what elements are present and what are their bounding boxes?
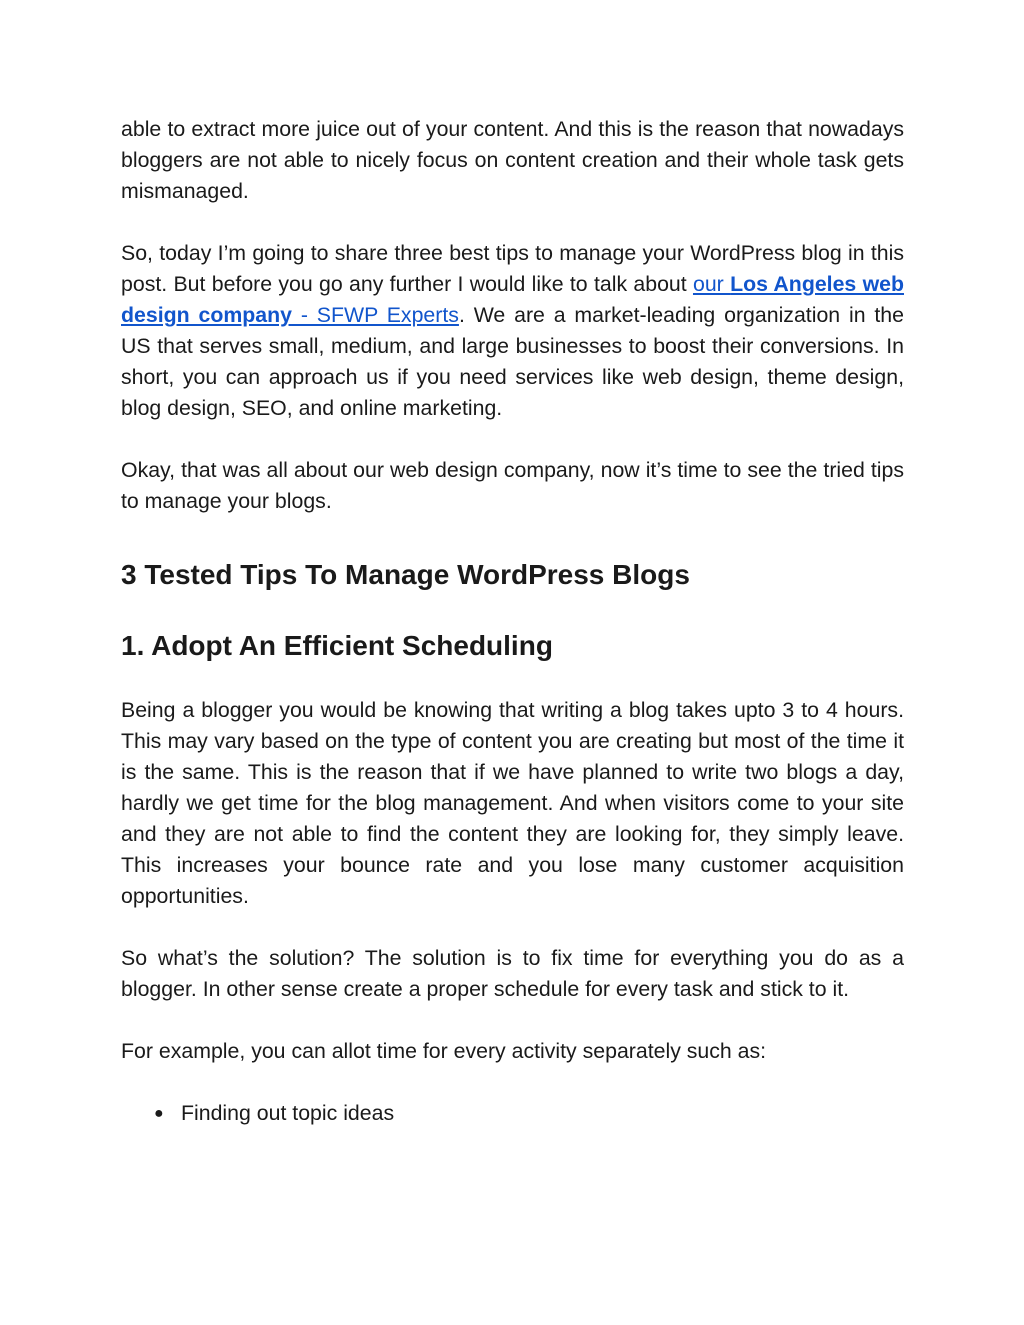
list-item: [121, 1098, 904, 1129]
spacer: [121, 1067, 904, 1098]
heading-tip-1: 1. Adopt An Efficient Scheduling: [121, 630, 553, 661]
link-sfwp-experts[interactable]: - SFWP Experts: [291, 303, 459, 327]
document-page: [121, 114, 904, 1129]
link-our[interactable]: our: [692, 272, 731, 296]
spacer: [121, 517, 904, 557]
paragraph-intro: able to extract more juice out of your content. And this is the reason that nowadays bloggers are not able to nicely focus on content creation and their whole task gets mismanaged.: [121, 117, 904, 203]
paragraph-transition: Okay, that was all about our web design company, now it’s time to see the tried tips to manage your blogs.: [121, 458, 904, 513]
paragraph-company-before: So, today I’m going to share three best tips to manage your WordPress blog in this post. But before you go any further I would like to talk about: [121, 241, 904, 296]
bullet-list: [121, 1098, 904, 1129]
heading-main: 3 Tested Tips To Manage WordPress Blogs: [121, 559, 690, 590]
list-item-text: Finding out topic ideas: [181, 1101, 395, 1125]
paragraph-company-after: . We are a market-leading organization in the US that serves small, medium, and large businesses to boost their conversions. In short, you can approach us if you need services like web design, theme design, blog design, SEO, and online marketing.: [121, 303, 904, 420]
link-los-angeles-web-design-company[interactable]: Los Angeles web design company: [121, 272, 904, 327]
spacer: [121, 593, 904, 628]
spacer: [121, 207, 904, 238]
paragraph-scheduling: Being a blogger you would be knowing that writing a blog takes upto 3 to 4 hours. This may vary based on the type of content you are creating but most of the time it is the same. This is the reason that if we have planned to write two blogs a day, hardly we get time for the blog management. And when visitors come to your site and they are not able to find the content they are looking for, they simply leave. This increases your bounce rate and you lose many customer acquisition opportunities.: [121, 698, 904, 908]
bullet-icon: ●: [154, 1105, 164, 1122]
spacer: [121, 424, 904, 455]
paragraph-example: For example, you can allot time for every activity separately such as:: [121, 1039, 767, 1063]
spacer: [121, 912, 904, 943]
spacer: [121, 664, 904, 695]
paragraph-company: [121, 238, 904, 424]
paragraph-solution: So what’s the solution? The solution is to fix time for everything you do as a blogger. In other sense create a proper schedule for every task and stick to it.: [121, 946, 904, 1001]
spacer: [121, 1005, 904, 1036]
